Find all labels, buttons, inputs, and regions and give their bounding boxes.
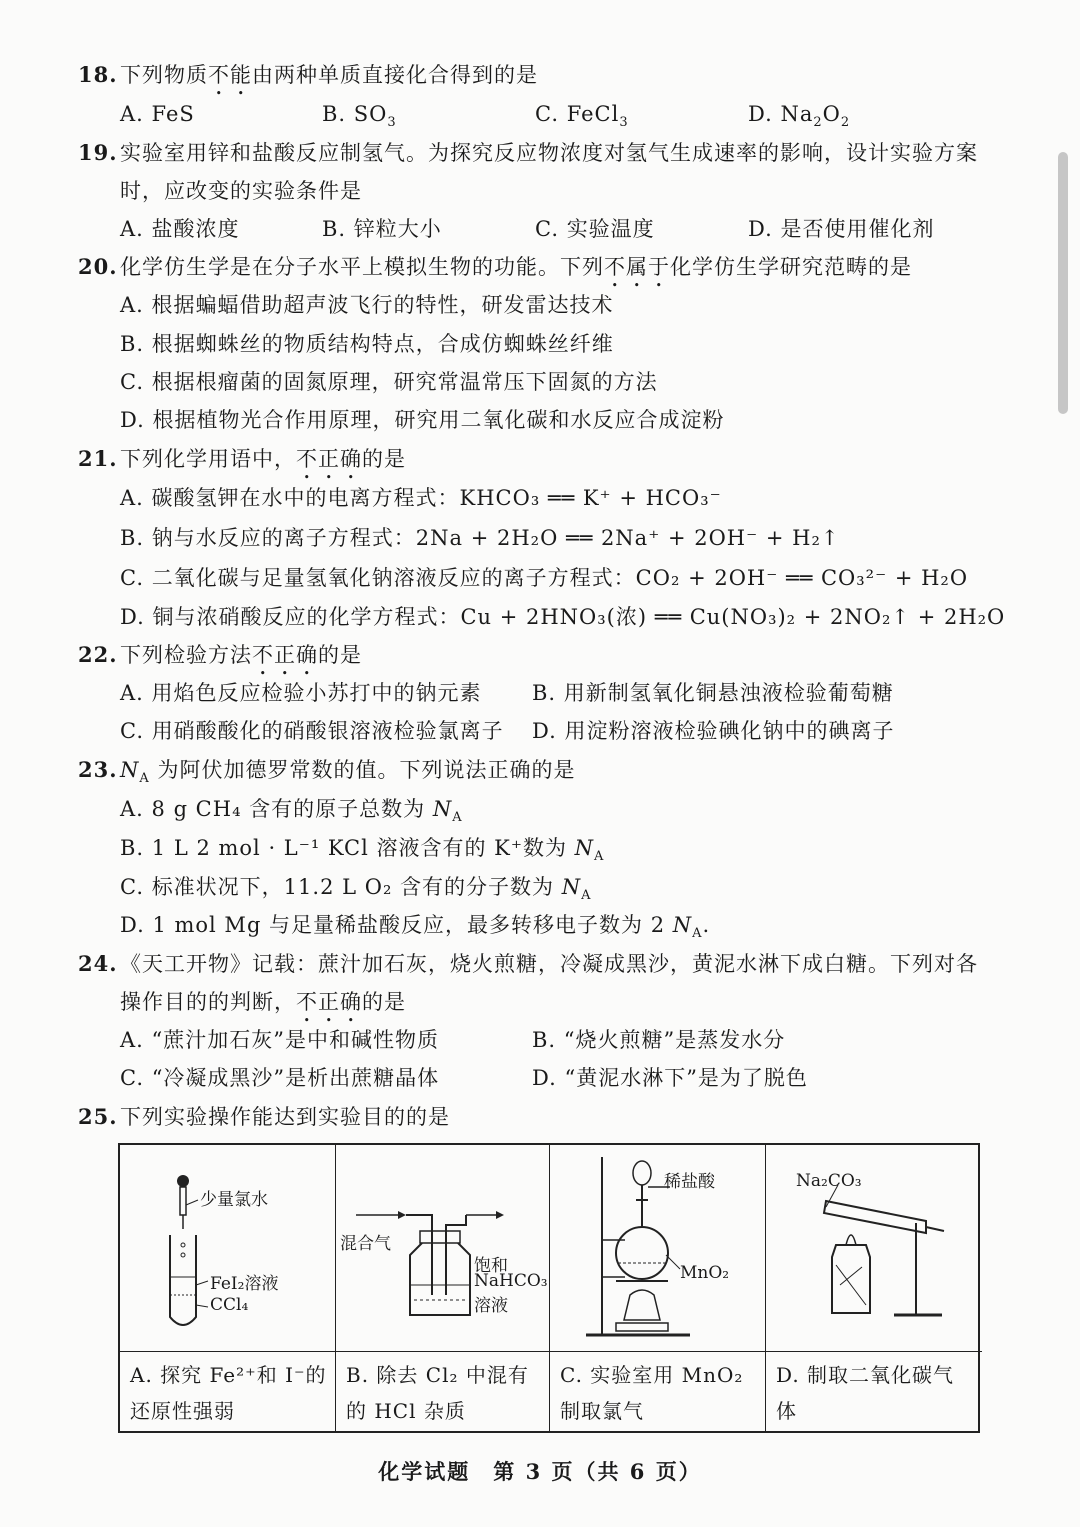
option-b: B. 1 L 2 mol · L⁻¹ KCl 溶液含有的 K⁺数为 $N_A$ [120, 836, 605, 865]
option-c: C. FeCl$_3$ [535, 102, 629, 131]
experiment-figure-table [118, 1143, 980, 1433]
option-a: A. 碳酸氢钾在水中的电离方程式：KHCO₃ ══ K⁺ + HCO₃⁻ [120, 486, 722, 510]
caption-divider [766, 1351, 982, 1352]
caption-divider [336, 1351, 549, 1352]
option-a: A. FeS [120, 102, 195, 126]
question-stem: 下列化学用语中，不正确的是 [120, 447, 406, 471]
figure-label: 饱和 [474, 1256, 508, 1276]
question-stem: 下列物质不能由两种单质直接化合得到的是 [120, 63, 538, 87]
figure-label: 溶液 [474, 1296, 508, 1316]
option-b: B. “烧火煎糖”是蒸发水分 [532, 1028, 786, 1052]
test-tube-dropper-diagram [120, 1145, 336, 1351]
option-a: A. 盐酸浓度 [120, 217, 240, 241]
figure-cell-b [336, 1145, 550, 1431]
figure-label: MnO₂ [680, 1263, 730, 1283]
figure-label: 混合气 [340, 1234, 391, 1254]
option-d: D. 根据植物光合作用原理，研究用二氧化碳和水反应合成淀粉 [120, 408, 725, 432]
figure-cell-d [766, 1145, 982, 1431]
question-stem: 化学仿生学是在分子水平上模拟生物的功能。下列不属于化学仿生学研究范畴的是 [120, 255, 912, 279]
question-stem: $N_A$ 为阿伏加德罗常数的值。下列说法正确的是 [120, 758, 576, 787]
option-b: B. $SO_3$ [322, 102, 397, 131]
option-c: C. 标准状况下，11.2 L O₂ 含有的分子数为 $N_A$ [120, 875, 592, 904]
option-c: C. “冷凝成黑沙”是析出蔗糖晶体 [120, 1066, 440, 1090]
question-stem: 实验室用锌和盐酸反应制氢气。为探究反应物浓度对氢气生成速率的影响，设计实验方案 [120, 141, 978, 165]
question-number: 19. [78, 140, 118, 165]
question-stem: 下列实验操作能达到实验目的的是 [120, 1105, 450, 1129]
option-b: B. 锌粒大小 [322, 217, 442, 241]
option-b: B. 根据蜘蛛丝的物质结构特点，合成仿蜘蛛丝纤维 [120, 332, 614, 356]
figure-label: FeI₂溶液 [210, 1274, 279, 1294]
option-d: D. 是否使用催化剂 [748, 217, 935, 241]
figure-label: 少量氯水 [200, 1190, 268, 1210]
option-d: D. 铜与浓硝酸反应的化学方程式：Cu + 2HNO₃(浓) ══ Cu(NO₃)₂ + 2NO₂↑ + 2H₂O [120, 605, 1006, 629]
figure-label: 稀盐酸 [664, 1172, 715, 1192]
question-stem-cont: 操作目的的判断，不正确的是 [120, 990, 406, 1014]
figure-caption: D. 制取二氧化碳气体 [776, 1363, 955, 1423]
figure-label: NaHCO₃ [474, 1271, 548, 1291]
option-b: B. 钠与水反应的离子方程式：2Na + 2H₂O ══ 2Na⁺ + 2OH⁻ + H₂↑ [120, 526, 840, 550]
figure-caption: A. 探究 Fe²⁺和 I⁻的还原性强弱 [130, 1363, 327, 1423]
option-a: A. 根据蝙蝠借助超声波飞行的特性，研发雷达技术 [120, 293, 614, 317]
option-c: C. 实验温度 [535, 217, 655, 241]
option-a: A. 8 g CH₄ 含有的原子总数为 $N_A$ [120, 797, 463, 826]
caption-divider [550, 1351, 765, 1352]
page-footer: 化学试题 第 3 页（共 6 页） [378, 1459, 702, 1484]
option-d: D. 1 mol Mg 与足量稀盐酸反应，最多转移电子数为 2 $N_A$. [120, 913, 711, 942]
option-a: A. 用焰色反应检验小苏打中的钠元素 [120, 681, 482, 705]
question-stem: 《天工开物》记载：蔗汁加石灰，烧火煎糖，冷凝成黑沙，黄泥水淋下成白糖。下列对各 [120, 952, 978, 976]
option-b: B. 用新制氢氧化铜悬浊液检验葡萄糖 [532, 681, 894, 705]
question-stem-cont: 时，应改变的实验条件是 [120, 179, 362, 203]
option-c: C. 二氧化碳与足量氢氧化钠溶液反应的离子方程式：CO₂ + 2OH⁻ ══ CO₃²⁻ + H₂O [120, 566, 969, 590]
option-d: D. $Na_2O_2$ [748, 102, 851, 131]
question-number: 22. [78, 642, 118, 667]
option-d: D. 用淀粉溶液检验碘化钠中的碘离子 [532, 719, 895, 743]
option-a: A. “蔗汁加石灰”是中和碱性物质 [120, 1028, 440, 1052]
option-c: C. 用硝酸酸化的硝酸银溶液检验氯离子 [120, 719, 504, 743]
figure-caption: C. 实验室用 MnO₂ 制取氯气 [560, 1363, 744, 1423]
option-c: C. 根据根瘤菌的固氮原理，研究常温常压下固氮的方法 [120, 370, 658, 394]
scrollbar[interactable] [1058, 152, 1068, 414]
question-number: 18. [78, 62, 118, 87]
figure-cell-c [550, 1145, 766, 1431]
question-number: 23. [78, 757, 118, 782]
question-number: 24. [78, 951, 118, 976]
figure-caption: B. 除去 Cl₂ 中混有的 HCl 杂质 [346, 1363, 529, 1423]
question-number: 21. [78, 446, 118, 471]
question-number: 20. [78, 254, 118, 279]
figure-cell-a [120, 1145, 336, 1431]
figure-label: Na₂CO₃ [796, 1171, 862, 1191]
question-number: 25. [78, 1104, 118, 1129]
question-stem: 下列检验方法不正确的是 [120, 643, 362, 667]
chlorine-generator-diagram [550, 1145, 766, 1351]
figure-label: CCl₄ [210, 1295, 249, 1315]
option-d: D. “黄泥水淋下”是为了脱色 [532, 1066, 808, 1090]
caption-divider [120, 1351, 335, 1352]
